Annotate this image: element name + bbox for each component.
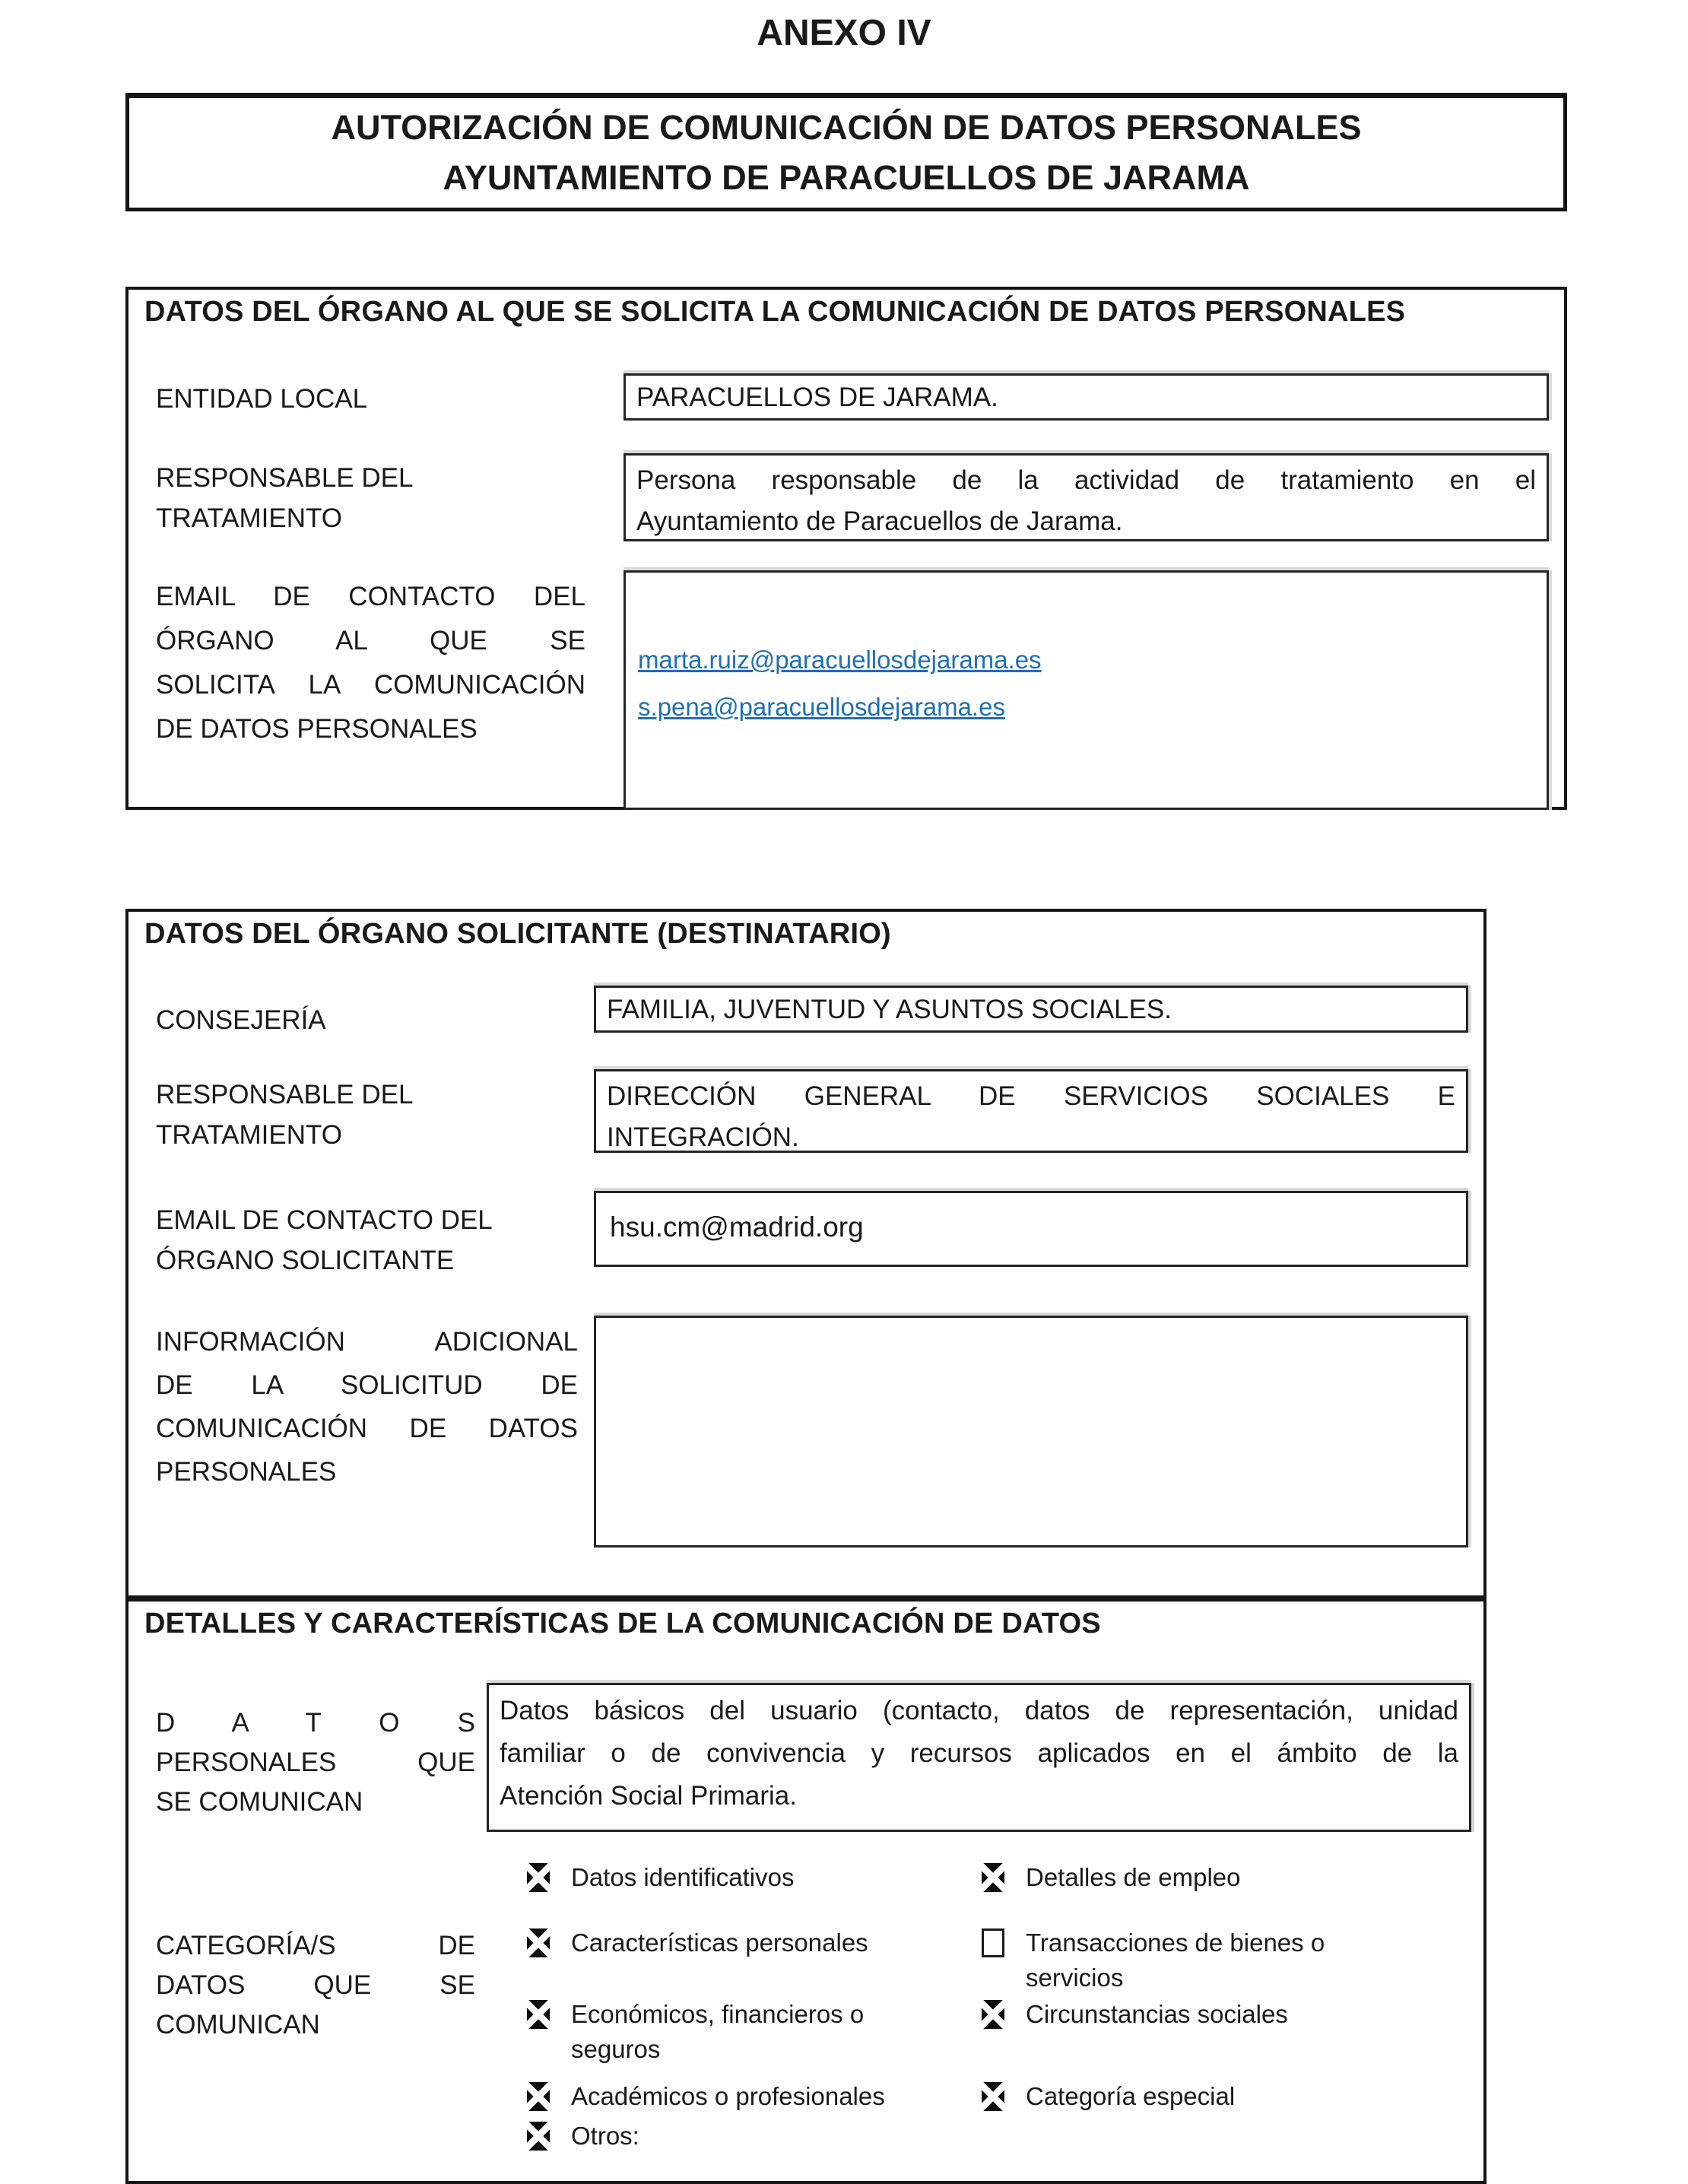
entidad-local-value: PARACUELLOS DE JARAMA.	[636, 383, 998, 412]
email-solicitante-value: hsu.cm@madrid.org	[610, 1211, 864, 1243]
email-solicitante-label: EMAIL DE CONTACTO DEL ÓRGANO SOLICITANTE	[156, 1205, 493, 1275]
category-checkbox[interactable]	[982, 2082, 1004, 2111]
datos-personales-label: D A T O S PERSONALES QUE SE COMUNICAN	[156, 1708, 475, 1817]
category-checkbox[interactable]	[527, 2122, 550, 2151]
email-organo-solicitado-field	[623, 570, 1549, 810]
responsable-tratamiento-field	[623, 453, 1549, 541]
category-checkbox-row	[527, 2119, 906, 2154]
category-checkbox[interactable]	[982, 1928, 1004, 1957]
category-checkbox-row	[527, 1997, 906, 2067]
category-checkbox-row	[527, 1925, 906, 1960]
category-checkbox-label: Económicos, financieros o seguros	[571, 2000, 865, 2063]
category-checkbox[interactable]	[982, 1863, 1004, 1892]
datos-personales-value: Datos básicos del usuario (contacto, datos de representación, unidad familiar o de convivencia y recursos aplicados en el ámbito de la Atención Social Primaria.	[500, 1696, 1458, 1811]
entidad-local-field	[623, 373, 1549, 421]
info-adicional-field	[594, 1316, 1468, 1548]
category-checkbox-label: Detalles de empleo	[1026, 1863, 1241, 1891]
categorias-column-left	[527, 1860, 922, 2164]
category-checkbox-label: Características personales	[571, 1928, 868, 1957]
document-title-line-1: AUTORIZACIÓN DE COMUNICACIÓN DE DATOS PERSONALES	[331, 108, 1362, 148]
category-checkbox-label: Categoría especial	[1026, 2082, 1236, 2110]
category-checkbox-row	[982, 1997, 1391, 2032]
email-solicitante-field	[594, 1191, 1468, 1267]
consejeria-value: FAMILIA, JUVENTUD Y ASUNTOS SOCIALES.	[607, 995, 1172, 1024]
consejeria-field	[594, 986, 1468, 1033]
consejeria-label: CONSEJERÍA	[156, 1005, 326, 1035]
responsable-tratamiento-label: RESPONSABLE DEL TRATAMIENTO	[156, 463, 414, 533]
category-checkbox[interactable]	[527, 1928, 550, 1957]
category-checkbox-row	[527, 1860, 906, 1895]
category-checkbox-label: Datos identificativos	[571, 1863, 795, 1891]
category-checkbox[interactable]	[527, 2000, 550, 2029]
section-organo-solicitado-header: DATOS DEL ÓRGANO AL QUE SE SOLICITA LA COMUNICACIÓN DE DATOS PERSONALES	[144, 296, 1406, 328]
document-title-box	[125, 93, 1567, 211]
info-adicional-label: INFORMACIÓN ADICIONAL DE LA SOLICITUD DE COMUNICACIÓN DE DATOS PERSONALES	[156, 1327, 578, 1487]
responsable-solicitante-value: DIRECCIÓN GENERAL DE SERVICIOS SOCIALES E INTEGRACIÓN.	[607, 1081, 1455, 1152]
categorias-column-right	[982, 1860, 1407, 2164]
category-checkbox-label: Circunstancias sociales	[1026, 2000, 1288, 2028]
category-checkbox[interactable]	[527, 2082, 550, 2111]
category-checkbox-label: Otros:	[571, 2122, 639, 2150]
email-organo-solicitado-label: EMAIL DE CONTACTO DEL ÓRGANO AL QUE SE SOLICITA LA COMUNICACIÓN DE DATOS PERSONALES	[156, 582, 585, 744]
section-organo-solicitante-header: DATOS DEL ÓRGANO SOLICITANTE (DESTINATARIO)	[144, 918, 891, 950]
category-checkbox-label: Académicos o profesionales	[571, 2082, 885, 2110]
document-title-line-2: AYUNTAMIENTO DE PARACUELLOS DE JARAMA	[443, 157, 1250, 197]
email-link-spena[interactable]: s.pena@paracuellosdejarama.es	[638, 693, 1005, 721]
category-checkbox-label: Transacciones de bienes o servicios	[1026, 1928, 1325, 1992]
datos-personales-field	[487, 1683, 1471, 1832]
category-checkbox-row	[982, 1925, 1391, 1995]
category-checkbox-row	[527, 2079, 906, 2114]
category-checkbox-row	[982, 2079, 1391, 2114]
email-link-marta[interactable]: marta.ruiz@paracuellosdejarama.es	[638, 646, 1042, 674]
responsable-solicitante-field	[594, 1069, 1468, 1153]
annex-title: ANEXO IV	[757, 13, 931, 53]
category-checkbox[interactable]	[527, 1863, 550, 1892]
responsable-solicitante-label: RESPONSABLE DEL TRATAMIENTO	[156, 1080, 414, 1150]
entidad-local-label: ENTIDAD LOCAL	[156, 384, 368, 414]
section-detalles-header: DETALLES Y CARACTERÍSTICAS DE LA COMUNICACIÓN DE DATOS	[144, 1608, 1101, 1640]
categorias-label: CATEGORÍA/S DE DATOS QUE SE COMUNICAN	[156, 1931, 475, 2040]
category-checkbox[interactable]	[982, 2000, 1004, 2029]
responsable-tratamiento-value: Persona responsable de la actividad de tratamiento en el Ayuntamiento de Paracuellos de Jarama.	[636, 465, 1536, 536]
category-checkbox-row	[982, 1860, 1391, 1895]
